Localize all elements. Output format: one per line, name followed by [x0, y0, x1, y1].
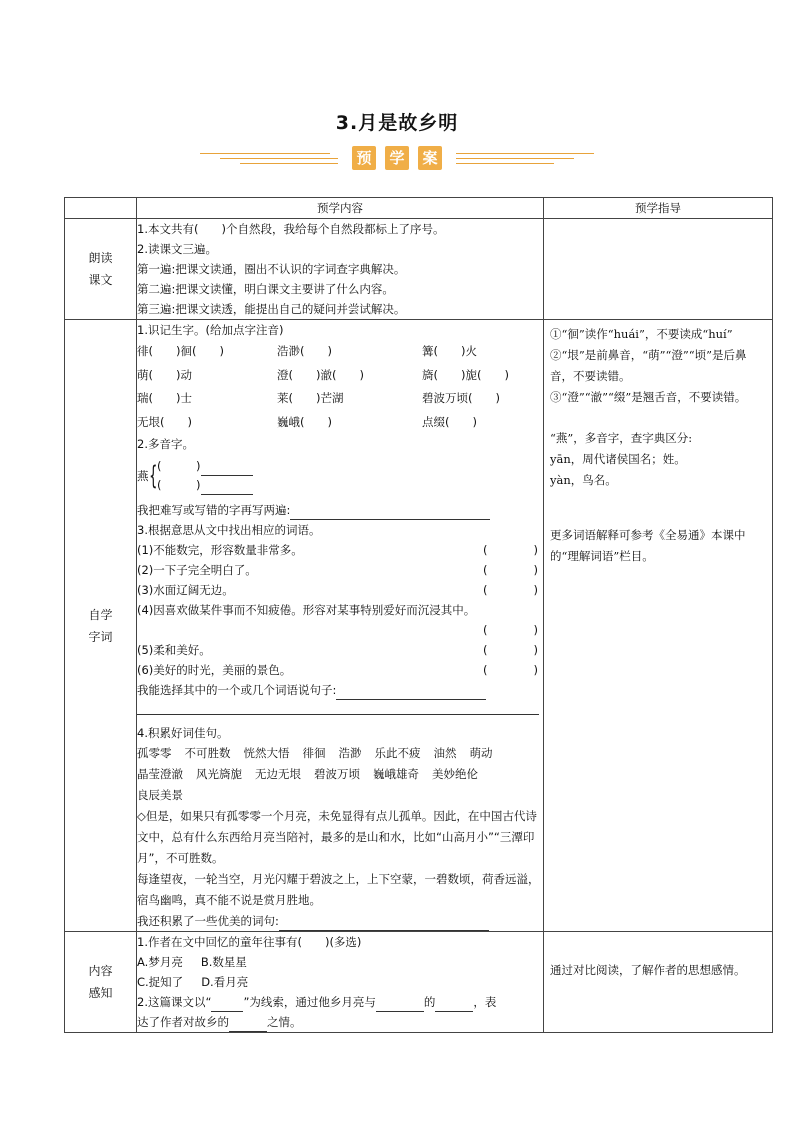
- meaning-item[interactable]: ( ) (5)柔和美好。: [137, 643, 538, 657]
- header-guide: 预学指导: [544, 198, 773, 219]
- options-ab[interactable]: A.梦月亮 B.数星星: [137, 955, 247, 969]
- rewrite-line[interactable]: 我把难写或写错的字再写两遍:: [137, 500, 543, 520]
- section-label-content: 内容 感知: [65, 932, 137, 1033]
- yan-char: 燕: [137, 469, 149, 483]
- q4-accumulate: 4.积累好词佳句。: [137, 726, 229, 740]
- char-item[interactable]: 徘( )徊( ): [137, 344, 224, 358]
- char-item[interactable]: 巍峨( ): [277, 414, 332, 429]
- meaning-item[interactable]: ( ) (2)一下子完全明白了。: [137, 563, 538, 577]
- q2-polyphone: 2.多音字。: [137, 437, 194, 451]
- banner-char-1: 预: [352, 146, 376, 170]
- char-item[interactable]: 澄( )澈( ): [277, 367, 364, 382]
- char-item[interactable]: 浩渺( ): [277, 344, 332, 358]
- banner-char-2: 学: [385, 146, 409, 170]
- content-perception: [137, 932, 544, 1033]
- vocab-guide: [544, 320, 773, 932]
- good-words-row-1: 孤零零 不可胜数 恍然大悟 徘徊 浩渺 乐此不疲 油然 萌动: [137, 746, 493, 760]
- vocab-content: [137, 320, 544, 932]
- sentence-blank-line[interactable]: [137, 700, 539, 715]
- reading-line: 第三遍:把课文读透，能提出自己的疑问并尝试解决。: [137, 302, 406, 316]
- reading-guide: [544, 219, 773, 320]
- guide-pronunciation: ①“徊”读作“huái”，不要读成“huí” ②“垠”是前鼻音，“萌”“澄”“顷”是后鼻音，不要读错。 ③“澄”“澈”“缀”是翘舌音，不要读错。: [550, 327, 747, 404]
- meaning-item[interactable]: ( ) (1)不能数完，形容数量非常多。: [137, 543, 538, 557]
- header-content: 预学内容: [137, 198, 544, 219]
- content-q2[interactable]: 2.这篇课文以“ ”为线索，通过他乡月亮与 的 ，表: [137, 992, 543, 1012]
- section-label-reading: 朗读 课文: [65, 219, 137, 320]
- meaning-item[interactable]: (4)因喜欢做某件事而不知疲倦。形容对某事特别爱好而沉浸其中。: [137, 603, 476, 617]
- char-item[interactable]: 点缀( ): [422, 414, 477, 429]
- reading-line: 2.读课文三遍。: [137, 242, 217, 256]
- char-item[interactable]: 旖( )旎( ): [422, 367, 509, 382]
- study-table: [64, 197, 773, 1033]
- reading-line: 第二遍:把课文读懂，明白课文主要讲了什么内容。: [137, 282, 394, 296]
- meaning-item-paren[interactable]: ( ): [483, 623, 538, 637]
- section-label-vocab: 自学 字词: [65, 320, 137, 932]
- brace-icon: {: [148, 461, 157, 491]
- reading-line: 第一遍:把课文读通，圈出不认识的字词查字典解决。: [137, 262, 406, 276]
- q3-find-words: 3.根据意思从文中找出相应的词语。: [137, 523, 321, 537]
- char-item[interactable]: 无垠( ): [137, 414, 192, 429]
- reading-line: 1.本文共有( )个自然段，我给每个自然段都标上了序号。: [137, 222, 445, 236]
- banner-char-3: 案: [418, 146, 442, 170]
- header-empty: [65, 198, 137, 219]
- content-q1: 1.作者在文中回忆的童年往事有( )(多选): [137, 935, 362, 949]
- char-item[interactable]: 碧波万顷( ): [422, 391, 500, 405]
- accumulate-line[interactable]: 我还积累了一些优美的词句:: [137, 911, 543, 931]
- page-title: 3.月是故乡明: [335, 112, 459, 134]
- options-cd[interactable]: C.捉知了 D.看月亮: [137, 975, 249, 989]
- yan-answer-1[interactable]: ( ): [157, 457, 252, 476]
- good-sentence-paragraph: 每逢望夜，一轮当空，月光闪耀于碧波之上，上下空蒙，一碧数顷，荷香远溢，宿鸟幽鸣，真不能不说是赏月胜地。: [137, 872, 540, 907]
- good-words-row-3: 良辰美景: [137, 788, 183, 802]
- guide-word-meaning: 更多词语解释可参考《全易通》本课中的“理解词语”栏目。: [550, 528, 746, 563]
- meaning-item[interactable]: ( ) (6)美好的时光，美丽的景色。: [137, 663, 538, 677]
- good-sentence-paragraph: ◇但是，如果只有孤零零一个月亮，未免显得有点儿孤单。因此，在中国古代诗文中，总有什么东西给月亮当陪衬，最多的是山和水，比如“山高月小”“三潭印月”，不可胜数。: [137, 809, 537, 865]
- char-item[interactable]: 萌( )动: [137, 367, 192, 382]
- yan-answer-2[interactable]: ( ): [157, 476, 252, 495]
- good-words-row-2: 晶莹澄澈 风光旖旎 无边无垠 碧波万顷 巍峨雄奇 美妙绝伦: [137, 767, 478, 781]
- char-item[interactable]: 莱( )芒湖: [277, 391, 344, 405]
- preview-banner: [200, 144, 594, 172]
- content-q2-cont[interactable]: 达了作者对故乡的 之情。: [137, 1012, 543, 1032]
- polyphone-yan: [137, 454, 543, 498]
- sentence-line[interactable]: 我能选择其中的一个或几个词语说句子:: [137, 680, 543, 700]
- guide-polyphone: “燕”，多音字，查字典区分: yān，周代诸侯国名；姓。 yàn，鸟名。: [550, 431, 693, 487]
- char-item[interactable]: 瑞( )士: [137, 391, 192, 405]
- meaning-item[interactable]: ( ) (3)水面辽阔无边。: [137, 583, 538, 597]
- char-grid: [137, 340, 543, 434]
- content-guide: 通过对比阅读，了解作者的思想感情。: [544, 932, 773, 1033]
- reading-content: [137, 219, 544, 320]
- char-item[interactable]: 篝( )火: [422, 344, 477, 358]
- q1-char-recognition: 1.识记生字。(给加点字注音): [137, 323, 284, 337]
